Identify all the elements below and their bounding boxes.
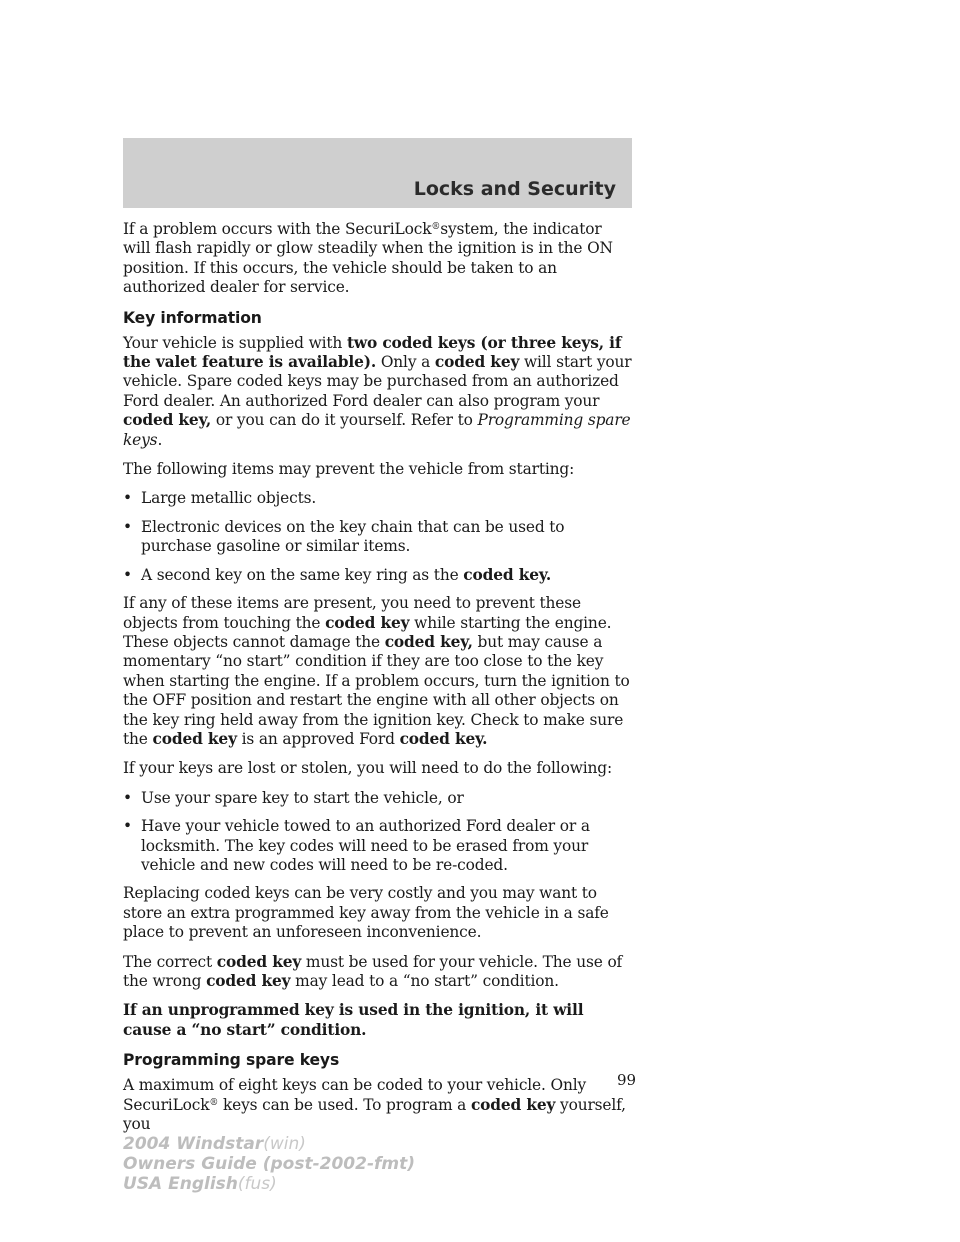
- list-lost-key-steps: [123, 789, 632, 876]
- list-item: • Large metallic objects.: [123, 489, 317, 508]
- section-header-band: [123, 138, 632, 208]
- list-item: • Electronic devices on the key chain that can be used to purchase gasoline or similar items.: [123, 517, 565, 556]
- document-footer: [123, 1134, 415, 1194]
- heading-programming-spare-keys: Programming spare keys: [123, 1051, 340, 1070]
- heading-key-information: Key information: [123, 308, 262, 327]
- page-number: 99: [617, 1071, 637, 1089]
- section-title: Locks and Security: [413, 178, 616, 200]
- paragraph-coded-keys: Your vehicle is supplied with two coded keys (or three keys, if the valet feature is available). Only a coded key will start your vehicle. Spare coded keys may be purchased from an authorized Ford dealer. An authorized Ford dealer can also program your coded key, or you can do it yourself. Refer to Programming spare keys.: [123, 333, 632, 449]
- paragraph-correct-key: The correct coded key must be used for your vehicle. The use of the wrong coded key may lead to a “no start” condition.: [123, 952, 623, 990]
- registered-mark: ®: [431, 222, 441, 232]
- paragraph-unprogrammed-warning: If an unprogrammed key is used in the ignition, it will cause a “no start” condition.: [123, 1001, 584, 1039]
- paragraph-replacing-keys: Replacing coded keys can be very costly and you may want to store an extra programmed key away from the vehicle in a safe place to prevent an unforeseen inconvenience.: [123, 884, 609, 942]
- footer-line-language: USA English(fus): [123, 1174, 277, 1194]
- footer-line-guide: Owners Guide (post-2002-fmt): [123, 1154, 416, 1174]
- list-item: • Have your vehicle towed to an authorized Ford dealer or a locksmith. The key codes will need to be erased from your vehicle and new codes will need to be re-coded.: [123, 817, 590, 874]
- page-content: [123, 220, 632, 1144]
- footer-line-model: 2004 Windstar(win): [123, 1134, 306, 1154]
- paragraph-interference-advice: If any of these items are present, you need to prevent these objects from touching the coded key while starting the engine. These objects cannot damage the coded key, but may cause a momentary “no start” condition if they are too close to the key when starting the engine. If a problem occurs, turn the ignition to the OFF position and restart the engine with all other objects on the key ring held away from the ignition key. Check to make sure the coded key is an approved Ford coded key.: [123, 594, 630, 748]
- paragraph-securilock-problem: If a problem occurs with the SecuriLock®system, the indicator will flash rapidly or glow steadily when the ignition is in the ON position. If this occurs, the vehicle should be taken to an authorized dealer for service.: [123, 220, 613, 297]
- paragraph-lost-keys: If your keys are lost or stolen, you will need to do the following:: [123, 759, 612, 778]
- list-item: • A second key on the same key ring as the coded key.: [123, 565, 552, 584]
- paragraph-prevent-starting: The following items may prevent the vehicle from starting:: [123, 460, 575, 479]
- bullet-icon: •: [123, 565, 132, 584]
- paragraph-maximum-keys: A maximum of eight keys can be coded to your vehicle. Only SecuriLock® keys can be used. To program a coded key yourself, you: [123, 1076, 626, 1134]
- list-item: • Use your spare key to start the vehicle, or: [123, 788, 464, 807]
- list-interference-items: [123, 489, 632, 585]
- bullet-icon: •: [123, 817, 132, 836]
- bullet-icon: •: [123, 489, 132, 508]
- registered-mark: ®: [209, 1097, 219, 1108]
- bullet-icon: •: [123, 788, 132, 807]
- bullet-icon: •: [123, 517, 132, 536]
- cross-reference-programming-spare-keys: Programming spare keys: [123, 411, 631, 449]
